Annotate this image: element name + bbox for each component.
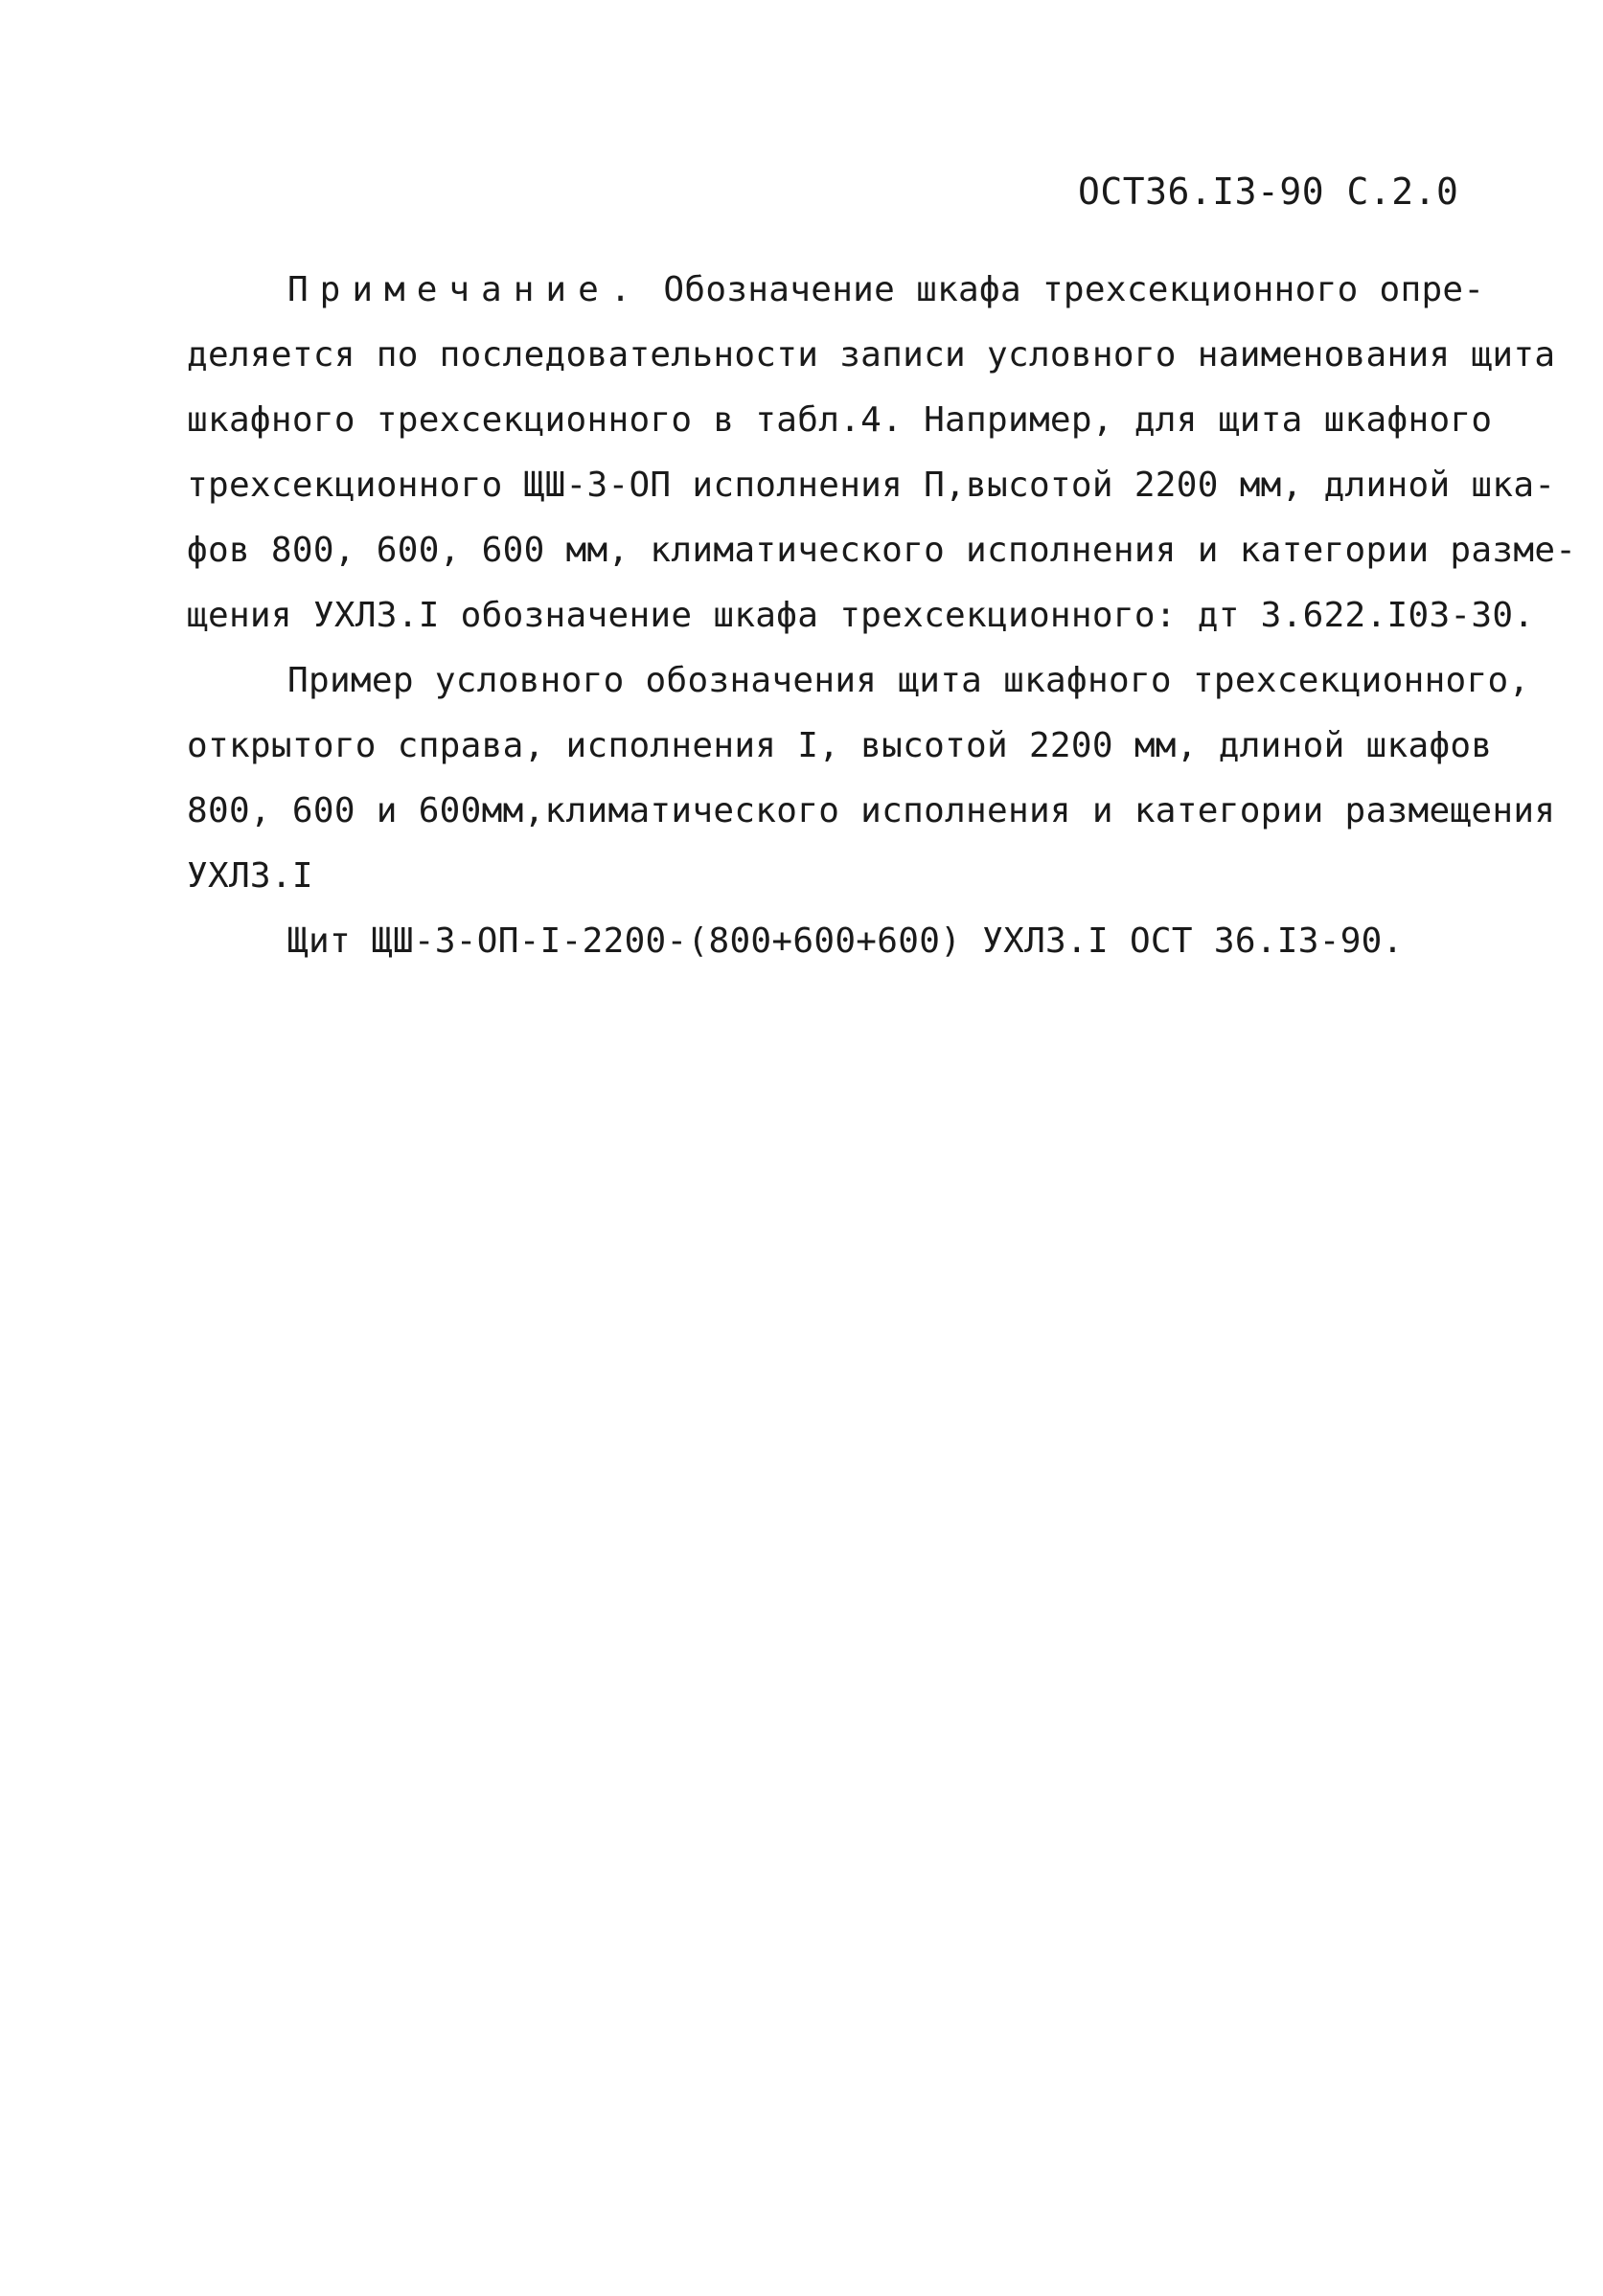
note-text: Обозначение шкафа трехсекционного опре- (663, 270, 1485, 309)
text-line: деляется по последовательности записи условного наименования щита (187, 335, 1556, 375)
text-line: Пример условного обозначения щита шкафного трехсекционного, (287, 661, 1530, 700)
text-line: УХЛЗ.I (187, 856, 313, 896)
text-line: фов 800, 600, 600 мм, климатического исполнения и категории разме- (187, 531, 1577, 570)
designation-example: Щит ЩШ-3-ОП-I-2200-(800+600+600) УХЛЗ.I ОСТ 36.I3-90. (287, 921, 1404, 961)
note-first-line (287, 270, 1484, 309)
document-header: ОСТ36.I3-90 С.2.0 (1078, 170, 1459, 213)
note-word: Примечание. (287, 270, 643, 309)
text-line: щения УХЛЗ.I обозначение шкафа трехсекционного: дт 3.622.I03-30. (187, 596, 1535, 635)
text-line: открытого справа, исполнения I, высотой 2200 мм, длиной шкафов (187, 726, 1493, 765)
text-line: 800, 600 и 600мм,климатического исполнения и категории размещения (187, 791, 1556, 830)
text-line: трехсекционного ЩШ-3-ОП исполнения П,высотой 2200 мм, длиной шка- (187, 466, 1556, 505)
text-line: шкафного трехсекционного в табл.4. Например, для щита шкафного (187, 400, 1493, 440)
